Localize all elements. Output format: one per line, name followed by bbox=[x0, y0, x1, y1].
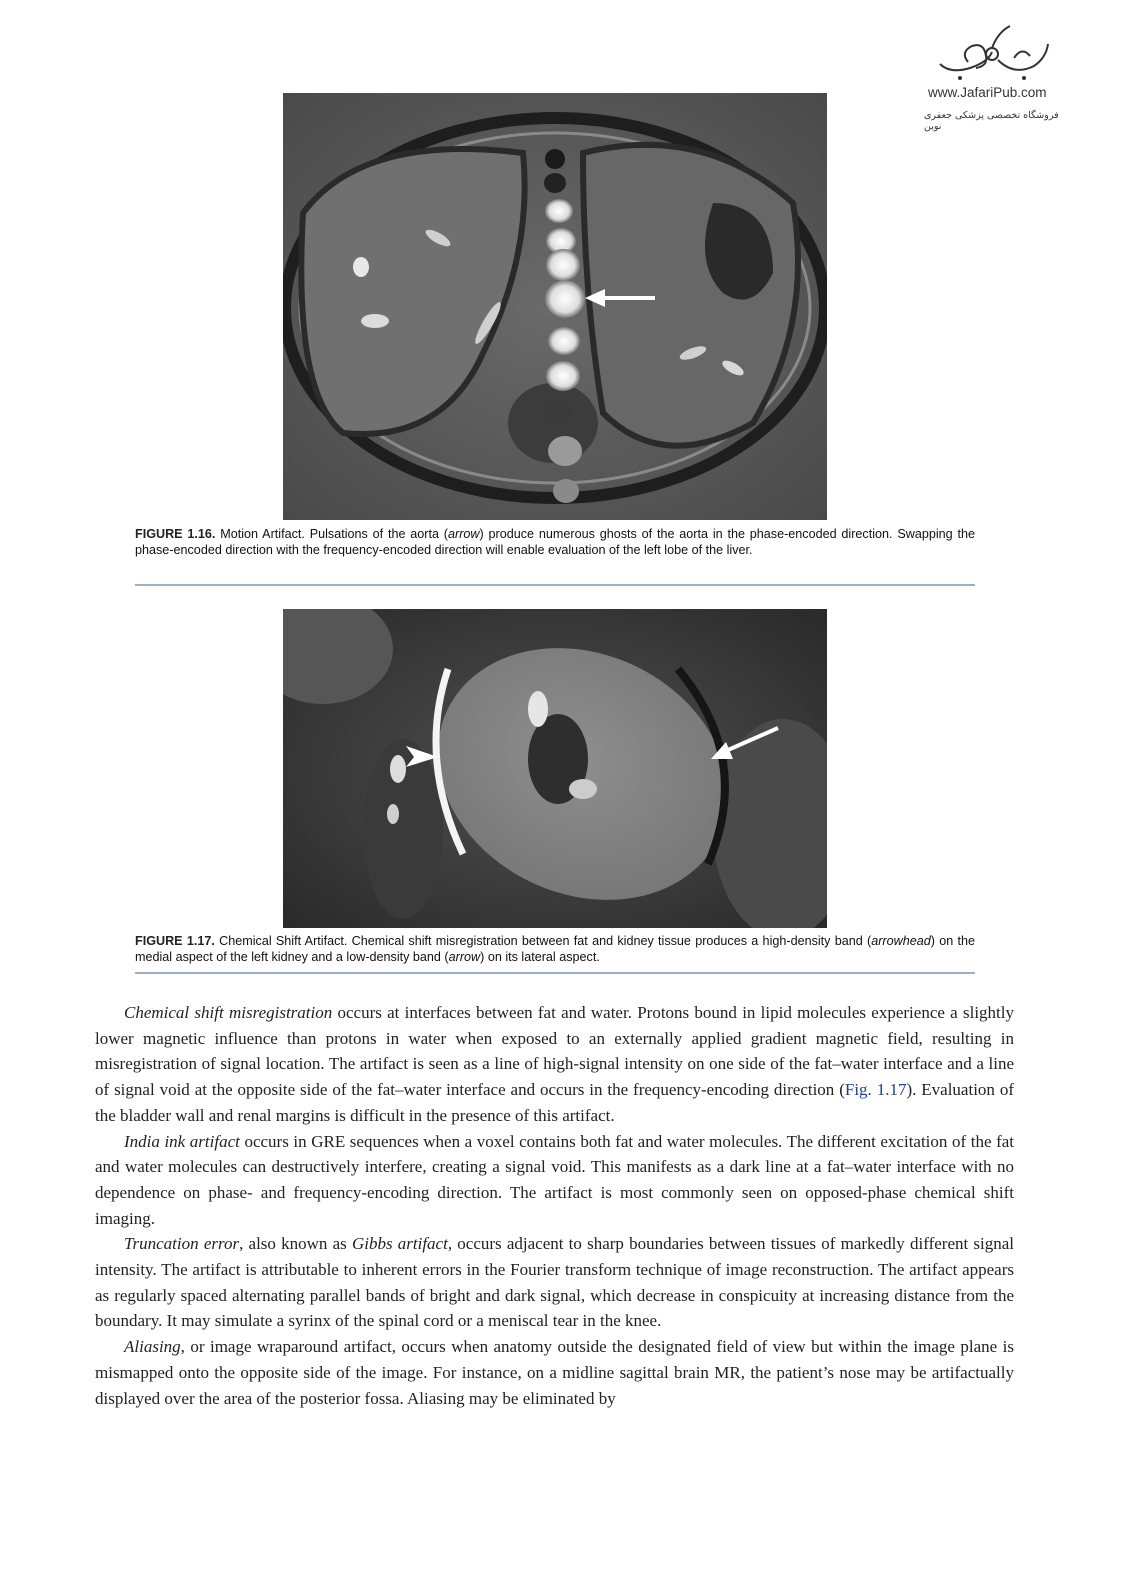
figure-link[interactable]: Fig. 1.17 bbox=[844, 1080, 907, 1100]
figure-1-17-caption bbox=[135, 934, 975, 965]
figure-label: FIGURE 1.17. bbox=[135, 934, 215, 948]
paragraph-aliasing bbox=[95, 1334, 1014, 1411]
term: Truncation error bbox=[124, 1234, 240, 1254]
paragraph-truncation bbox=[95, 1231, 1014, 1334]
caption-divider bbox=[135, 972, 975, 974]
caption-text: ) produce numerous ghosts of the aorta in the phase-encoded direction. Swapping the phase-encoded direction with the frequency-encoded direction will enable evaluation of the left lobe of the liver. bbox=[135, 527, 975, 557]
figure-1-17-image bbox=[283, 609, 827, 928]
caption-term: arrowhead bbox=[871, 934, 931, 948]
caption-text: Chemical Shift Artifact. Chemical shift misregistration between fat and kidney tissue produces a high-density band ( bbox=[219, 934, 872, 948]
paragraph-india-ink bbox=[95, 1129, 1014, 1232]
paragraph-text: occurs at interfaces between fat and water. Protons bound in lipid molecules experience a slightly lower magnetic influence than protons in water when exposed to an externally applied gradient magnetic field, resulting in misregistration of signal location. The artifact is seen as a line of high-signal intensity on one side of the fat–water interface and a line of signal void at the opposite side of the fat–water interface and occurs in the frequency-encoding direction ( bbox=[95, 1003, 1014, 1100]
publisher-url: www.JafariPub.com bbox=[928, 85, 1047, 100]
paragraph-text: , also known as bbox=[239, 1234, 352, 1254]
paragraph-chemical-shift bbox=[95, 1000, 1014, 1129]
caption-term: arrow bbox=[448, 949, 481, 964]
term: India ink artifact bbox=[124, 1131, 240, 1151]
figure-1-16-caption bbox=[135, 527, 975, 558]
publisher-tagline: فروشگاه تخصصی پزشکی جعفری نوین bbox=[924, 110, 1059, 132]
caption-divider bbox=[135, 584, 975, 586]
figure-label: FIGURE 1.16. bbox=[135, 527, 216, 541]
paragraph-text: ). Evaluation of the bladder wall and renal margins is difficult in the presence of this artifact. bbox=[95, 1080, 1014, 1125]
term: Gibbs artifact bbox=[351, 1234, 448, 1254]
caption-text: Motion Artifact. Pulsations of the aorta ( bbox=[220, 527, 449, 541]
caption-term: arrow bbox=[448, 527, 480, 541]
paragraph-text: occurs in GRE sequences when a voxel contains both fat and water molecules. The different excitation of the fat and water molecules can destructively interfere, creating a signal void. This manifests as a dark line at a fat–water interface with no dependence on phase- and frequency-encoding direction. The artifact is most commonly seen on opposed-phase chemical shift imaging. bbox=[95, 1131, 1014, 1228]
paragraph-text: , occurs adjacent to sharp boundaries between tissues of markedly different signal intensity. The artifact is attributable to inherent errors in the Fourier transform technique of image reconstruction. The artifact appears as regularly spaced alternating parallel bands of bright and dark signal, which decrease in conspicuity at increasing distance from the boundary. It may simulate a syrinx of the spinal cord or a meniscal tear in the knee. bbox=[95, 1234, 1015, 1331]
publisher-logo-mark bbox=[930, 22, 1054, 86]
term: Chemical shift misregistration bbox=[124, 1003, 333, 1022]
caption-text: ) on the medial aspect of the left kidney and a low-density band ( bbox=[135, 934, 976, 964]
publisher-logo bbox=[922, 22, 1082, 134]
body-text bbox=[95, 1000, 1014, 1411]
paragraph-text: , or image wraparound artifact, occurs when anatomy outside the designated field of view but within the image plane is mismapped onto the opposite side of the image. For instance, on a midline sagittal brain MR, the patient’s nose may be artifactually displayed over the area of the posterior fossa. Aliasing may be eliminated by bbox=[95, 1337, 1014, 1408]
term: Aliasing bbox=[124, 1337, 181, 1357]
figure-1-16-image bbox=[283, 93, 827, 520]
caption-text: ) on its lateral aspect. bbox=[480, 949, 600, 964]
